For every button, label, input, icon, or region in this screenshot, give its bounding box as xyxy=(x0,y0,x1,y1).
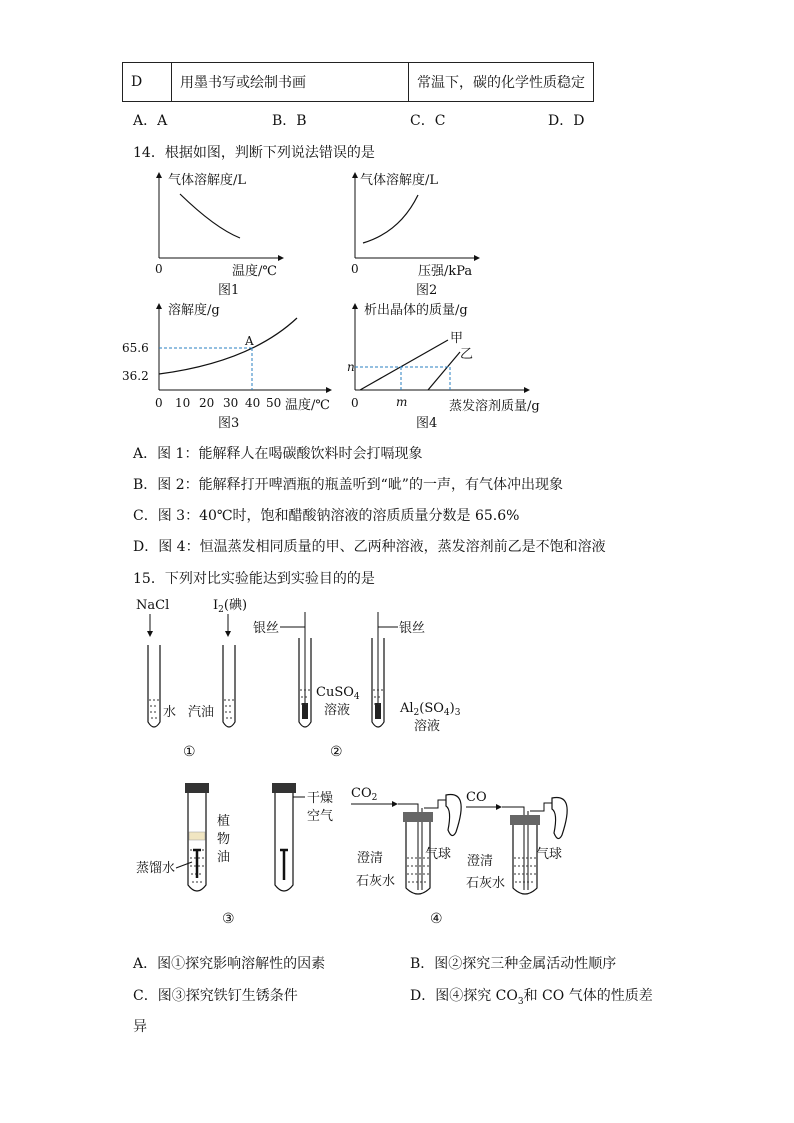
stopper-4 xyxy=(510,815,540,825)
q13-option-a: A．A xyxy=(133,113,168,129)
exp4-co: CO xyxy=(466,790,487,805)
exp3-oil-1: 植 xyxy=(217,814,231,829)
fig3-xtick: 40 xyxy=(245,396,261,410)
fig3-ytick: 36.2 xyxy=(122,369,149,383)
fig4-origin: 0 xyxy=(351,396,359,410)
exp3-diagram xyxy=(136,783,333,927)
exp4-balloon2: 气球 xyxy=(536,847,563,862)
q14-option-a: A．图 1：能解释人在喝碳酸饮料时会打嗝现象 xyxy=(133,446,423,462)
fig4-xlabel: 蒸发溶剂质量/g xyxy=(449,399,540,414)
exp1-i2: $I_2$(碘) xyxy=(213,598,248,615)
q13-option-c: C．C xyxy=(410,113,446,129)
fig2-curve xyxy=(363,195,418,243)
exp1-number: ① xyxy=(183,744,196,760)
exp2-solution2: 溶液 xyxy=(414,719,441,734)
fig4-chart xyxy=(347,302,540,431)
exp1-water: 水 xyxy=(163,705,177,720)
stopper-3 xyxy=(403,812,433,822)
exp4-lime1-a: 澄清 xyxy=(357,851,384,866)
fig1-caption: 图1 xyxy=(218,283,240,298)
fig4-m: m xyxy=(396,395,408,409)
fig2-xlabel: 压强/kPa xyxy=(418,264,473,279)
q15-option-d: D．图④探究 $CO_3$和 CO 气体的性质差 xyxy=(410,988,653,1007)
fig3-xtick: 30 xyxy=(223,396,239,410)
fig3-ytick: 65.6 xyxy=(122,341,149,355)
exp3-dry-1: 干燥 xyxy=(307,791,334,806)
exp4-co2: $CO_2$ xyxy=(351,786,378,803)
table-cell: 常温下，碳的化学性质稳定 xyxy=(409,63,594,102)
fig4-n: n xyxy=(347,360,355,374)
q13-option-b: B．B xyxy=(272,113,307,129)
fig3-xtick: 50 xyxy=(266,396,282,410)
exp1-nacl: NaCl xyxy=(136,598,170,613)
q14-option-d: D．图 4：恒温蒸发相同质量的甲、乙两种溶液，蒸发溶剂前乙是不饱和溶液 xyxy=(133,539,606,555)
exp3-water: 蒸馏水 xyxy=(136,861,176,876)
fig1-chart xyxy=(155,172,282,298)
fig2-ylabel: 气体溶解度/L xyxy=(360,173,439,188)
fig1-origin: 0 xyxy=(155,262,163,276)
exp1-diagram xyxy=(136,597,247,760)
exp4-balloon1: 气球 xyxy=(425,847,452,862)
fig3-ylabel: 溶解度/g xyxy=(168,303,220,318)
q15-option-a: A．图①探究影响溶解性的因素 xyxy=(133,956,326,972)
q15-option-d-wrap: 异 xyxy=(133,1019,147,1035)
table-cell: 用墨书写或绘制书画 xyxy=(172,63,409,102)
fig4-ylabel: 析出晶体的质量/g xyxy=(364,303,468,318)
fig3-xtick: 0 xyxy=(155,396,163,410)
q14-stem: 14．根据如图，判断下列说法错误的是 xyxy=(133,145,375,161)
fig3-xtick: 20 xyxy=(199,396,215,410)
fig3-point-label: A xyxy=(245,334,254,348)
exp2-al2so4: $Al_2(SO_4)_3$ xyxy=(400,701,461,718)
tube-nacl xyxy=(148,645,160,727)
exp4-lime2-b: 石灰水 xyxy=(466,876,506,891)
balloon-2 xyxy=(552,797,567,838)
exp2-silver1: 银丝 xyxy=(253,621,280,636)
exp2-silver2: 银丝 xyxy=(399,621,426,636)
q14-option-b: B．图 2：能解释打开啤酒瓶的瓶盖听到“呲”的一声，有气体冲出现象 xyxy=(133,477,563,493)
exp3-number: ③ xyxy=(222,911,235,927)
exp2-diagram xyxy=(253,612,461,760)
fig3-chart xyxy=(122,302,330,431)
q14-option-c: C．图 3：40℃时，饱和醋酸钠溶液的溶质质量分数是 65.6% xyxy=(133,508,520,524)
q13-option-d: D．D xyxy=(548,113,585,129)
fig2-origin: 0 xyxy=(351,262,359,276)
fig4-legend-jia: 甲 xyxy=(450,331,464,346)
exp1-gasoline: 汽油 xyxy=(188,705,215,720)
exp3-oil-2: 物 xyxy=(217,832,231,847)
fig4-caption: 图4 xyxy=(416,416,438,431)
q15-option-b: B．图②探究三种金属活动性顺序 xyxy=(410,956,617,972)
exp4-lime1-b: 石灰水 xyxy=(356,874,396,889)
exp4-lime2-a: 澄清 xyxy=(467,854,494,869)
q15-stem: 15．下列对比实验能达到实验目的的是 xyxy=(133,571,375,587)
exp3-dry-2: 空气 xyxy=(307,809,334,824)
fig3-xtick: 10 xyxy=(175,396,191,410)
exp2-cuso4: CuSO$_4$ xyxy=(316,685,360,702)
exp4-number: ④ xyxy=(430,911,443,927)
fig3-xlabel: 温度/℃ xyxy=(285,398,330,413)
stopper-2 xyxy=(272,783,296,793)
fig1-xlabel: 温度/℃ xyxy=(232,264,277,279)
q15-option-c: C．图③探究铁钉生锈条件 xyxy=(133,988,298,1004)
exp2-number: ② xyxy=(330,744,343,760)
fig1-ylabel: 气体溶解度/L xyxy=(168,173,247,188)
fig1-curve xyxy=(180,194,240,238)
tube-i2 xyxy=(223,645,235,727)
exp3-oil-3: 油 xyxy=(217,850,231,865)
fig2-caption: 图2 xyxy=(416,283,438,298)
fig3-caption: 图3 xyxy=(218,416,240,431)
stopper-1 xyxy=(185,783,209,793)
fig2-chart xyxy=(351,172,478,298)
exp2-solution1: 溶液 xyxy=(324,703,351,718)
table-cell: D xyxy=(123,63,172,102)
fig4-legend-yi: 乙 xyxy=(460,347,474,362)
exp4-diagram xyxy=(351,786,567,927)
fig4-series-yi xyxy=(428,352,460,390)
balloon-1 xyxy=(446,794,461,835)
fig3-curve xyxy=(159,318,297,374)
